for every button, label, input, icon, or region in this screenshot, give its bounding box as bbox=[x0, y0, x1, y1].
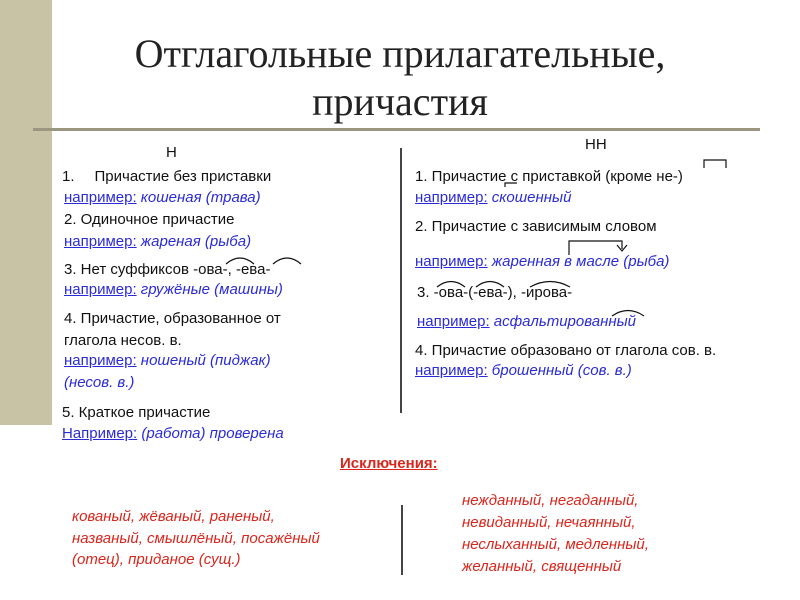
column-divider bbox=[400, 148, 402, 413]
example-text: брошенный (сов. в.) bbox=[487, 362, 632, 379]
right-rule-2: 2. Причастие с зависимым словом bbox=[415, 218, 657, 235]
left-rule-1-text: Причастие без приставки bbox=[94, 168, 272, 185]
example-label: например: bbox=[64, 352, 137, 369]
exceptions-right-line4: желанный, священный bbox=[462, 558, 622, 575]
right-example-3 bbox=[417, 313, 636, 331]
dependency-arrow-head bbox=[617, 245, 627, 251]
example-text: скошенный bbox=[487, 189, 572, 206]
right-rule-1: 1. Причастие с приставкой (кроме не-) bbox=[415, 168, 683, 185]
example-label: например: bbox=[415, 253, 488, 270]
left-example-1 bbox=[64, 189, 261, 207]
page-title-line2: причастия bbox=[312, 79, 488, 124]
right-example-1 bbox=[415, 189, 571, 207]
example-text: ношеный (пиджак) bbox=[136, 352, 271, 369]
example-text: асфальтированный bbox=[489, 313, 636, 330]
left-example-4-note bbox=[64, 374, 134, 392]
right-column-heading: НН bbox=[585, 136, 607, 153]
example-label: например: bbox=[64, 233, 137, 250]
exceptions-left-line2: названый, смышлёный, посажёный bbox=[72, 530, 320, 547]
example-label: например: bbox=[417, 313, 490, 330]
page-title-line1: Отглагольные прилагательные, bbox=[134, 31, 666, 76]
suffix-arc-eva bbox=[273, 258, 301, 264]
left-example-4 bbox=[64, 352, 271, 370]
left-rule-5: 5. Краткое причастие bbox=[62, 404, 211, 421]
exceptions-right-line1: нежданный, негаданный, bbox=[462, 492, 639, 509]
left-rule-3: 3. Нет суффиксов -ова-, -ева- bbox=[64, 261, 271, 278]
left-example-5 bbox=[62, 425, 284, 443]
left-rule-1 bbox=[62, 168, 271, 186]
example-text: (работа) проверена bbox=[137, 425, 284, 442]
exceptions-left-line3: (отец), приданое (сущ.) bbox=[72, 551, 241, 568]
exceptions-left-line1: кованый, жёваный, раненый, bbox=[72, 508, 275, 525]
example-text: жаренная в масле (рыба) bbox=[487, 253, 670, 270]
exceptions-heading: Исключения: bbox=[340, 455, 438, 472]
example-text: гружёные (машины) bbox=[136, 281, 283, 298]
title-rule bbox=[33, 128, 760, 131]
example-label: например: bbox=[64, 189, 137, 206]
example-text: жареная (рыба) bbox=[136, 233, 252, 250]
example-label: например: bbox=[64, 281, 137, 298]
left-example-2 bbox=[64, 233, 251, 251]
left-column-heading: Н bbox=[166, 144, 177, 161]
example-text: (несов. в.) bbox=[64, 374, 135, 391]
left-rule-4-line1: 4. Причастие, образованное от bbox=[64, 310, 281, 327]
left-example-3 bbox=[64, 281, 283, 299]
right-example-2 bbox=[415, 253, 669, 271]
right-rule-4: 4. Причастие образовано от глагола сов. в. bbox=[415, 342, 717, 359]
right-example-4 bbox=[415, 362, 632, 380]
example-label: например: bbox=[415, 189, 488, 206]
decorative-sidebar bbox=[0, 0, 52, 425]
exceptions-right-line3: неслыханный, медленный, bbox=[462, 536, 649, 553]
right-rule-3: 3. -ова-(-ева-), -ирова- bbox=[417, 284, 573, 301]
example-text: кошеная (трава) bbox=[136, 189, 261, 206]
prefix-bracket-ne bbox=[704, 160, 726, 168]
left-rule-1-number: 1. bbox=[62, 168, 75, 185]
left-rule-2: 2. Одиночное причастие bbox=[64, 211, 235, 228]
left-rule-4-line2: глагола несов. в. bbox=[64, 332, 182, 349]
example-label: например: bbox=[415, 362, 488, 379]
exceptions-divider bbox=[401, 505, 403, 575]
example-label: Например: bbox=[62, 425, 138, 442]
exceptions-right-line2: невиданный, нечаянный, bbox=[462, 514, 636, 531]
